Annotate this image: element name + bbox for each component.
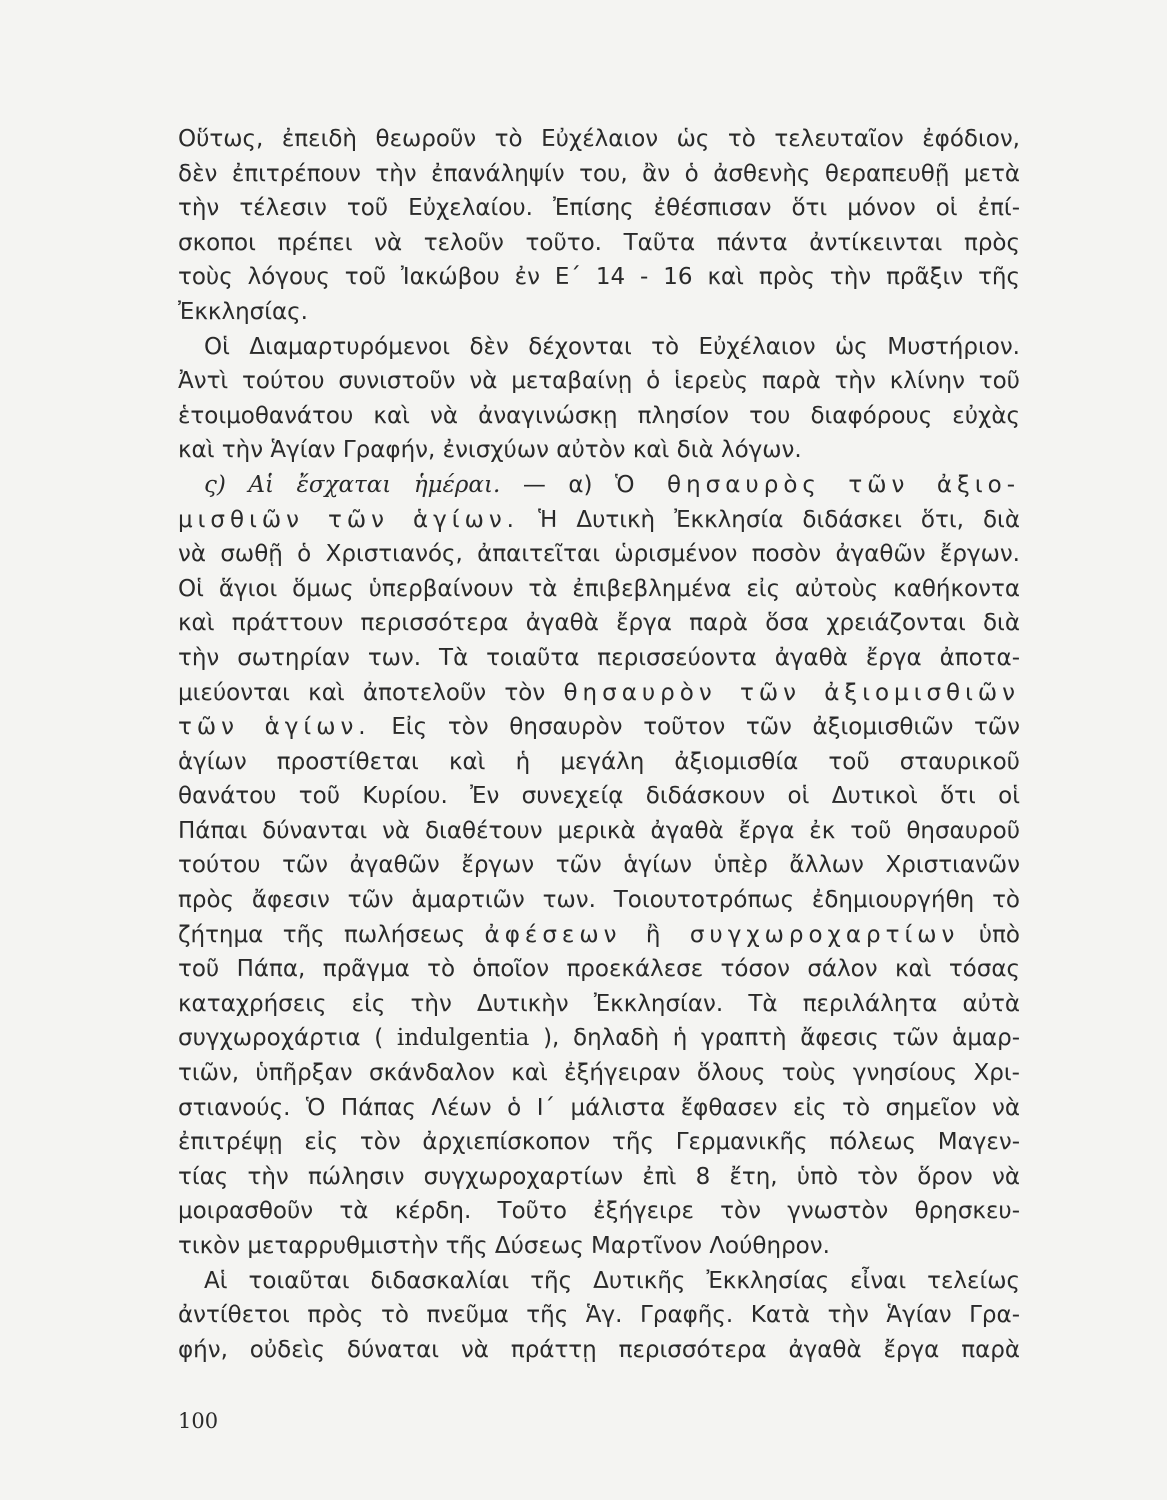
text-line: ἁγίων προστίθεται καὶ ἡ μεγάλη ἀξιομισθία τοῦ σταυρικοῦ <box>178 748 1020 775</box>
text-line <box>178 918 1020 953</box>
text-segment: Εἰς τὸν θησαυρὸν τοῦτον τῶν ἀξιομισθιῶν τῶν <box>391 714 1020 741</box>
text-segment: μιεύονται καὶ ἀποτελοῦν τὸν <box>178 679 546 706</box>
text-line: θανάτου τοῦ Κυρίου. Ἐν συνεχείᾳ διδάσκουν οἱ Δυτικοὶ ὅτι οἱ <box>178 783 1020 810</box>
text-segment: ζήτημα τῆς πωλήσεως <box>178 921 466 948</box>
text-line: τοὺς λόγους τοῦ Ἰακώβου ἐν Ε΄ 14 - 16 καὶ πρὸς τὴν πρᾶξιν τῆς <box>178 264 1020 291</box>
latin-term: indulgentia <box>396 1025 530 1052</box>
page-number: 100 <box>178 1409 219 1433</box>
text-line: Οὕτως, ἐπειδὴ θεωροῦν τὸ Εὐχέλαιον ὡς τὸ τελευταῖον ἐφόδιον, <box>178 126 1020 152</box>
text-line: τοῦ Πάπα, πρᾶγμα τὸ ὁποῖον προεκάλεσε τόσον σάλον καὶ τόσας <box>178 956 1020 983</box>
text-line: στιανούς. Ὁ Πάπας Λέων ὁ Ι΄ μάλιστα ἔφθασεν εἰς τὸ σημεῖον νὰ <box>178 1094 1020 1121</box>
paragraph-2 <box>178 330 1020 468</box>
spaced-term: μισθιῶν τῶν ἁγίων. <box>178 506 519 533</box>
text-line: τὴν σωτηρίαν των. Τὰ τοιαῦτα περισσεύοντα ἀγαθὰ ἔργα ἀποτα- <box>178 644 1020 671</box>
text-line: σκοποι πρέπει νὰ τελοῦν τοῦτο. Ταῦτα πάντα ἀντίκεινται πρὸς <box>178 229 1020 256</box>
text-line: τίας τὴν πώλησιν συγχωροχαρτίων ἐπὶ 8 ἔτη, ὑπὸ τὸν ὅρον νὰ <box>178 1163 1020 1190</box>
text-line <box>178 503 1020 538</box>
text-line: τιῶν, ὑπῆρξαν σκάνδαλον καὶ ἐξήγειραν ὅλους τοὺς γνησίους Χρι- <box>178 1060 1020 1087</box>
text-line: πρὸς ἄφεσιν τῶν ἁμαρτιῶν των. Τοιουτοτρόπως ἐδημιουργήθη τὸ <box>178 887 1020 914</box>
spaced-term: Ὁ θησαυρὸς τῶν ἀξιο- <box>615 471 1021 498</box>
text-line: ἀντίθετοι πρὸς τὸ πνεῦμα τῆς Ἁγ. Γραφῆς. Κατὰ τὴν Ἁγίαν Γρα- <box>178 1302 1020 1329</box>
text-line: Πάπαι δύνανται νὰ διαθέτουν μερικὰ ἀγαθὰ ἔργα ἐκ τοῦ θησαυροῦ <box>178 817 1020 844</box>
text-line: ἑτοιμοθανάτου καὶ νὰ ἀναγινώσκῃ πλησίον του διαφόρους εὐχὰς <box>178 402 1020 429</box>
spaced-term: ἀφέσεων ἢ συγχωροχαρτίων <box>484 921 960 948</box>
text-line <box>178 1021 1020 1056</box>
section-heading-line <box>178 468 1020 503</box>
text-line: καὶ πράττουν περισσότερα ἀγαθὰ ἔργα παρὰ ὅσα χρειάζονται διὰ <box>178 610 1020 637</box>
text-segment: Ἡ Δυτικὴ Ἐκκλησία διδάσκει ὅτι, διὰ <box>538 506 1020 533</box>
text-line: φήν, οὐδεὶς δύναται νὰ πράττῃ περισσότερα ἀγαθὰ ἔργα παρὰ <box>178 1336 1020 1363</box>
text-line: δὲν ἐπιτρέπουν τὴν ἐπανάληψίν του, ἂν ὁ ἀσθενὴς θεραπευθῇ μετὰ <box>178 160 1020 187</box>
text-line: Ἀντὶ τούτου συνιστοῦν νὰ μεταβαίνῃ ὁ ἱερεὺς παρὰ τὴν κλίνην τοῦ <box>178 368 1020 395</box>
spaced-term: τῶν ἁγίων. <box>178 714 371 741</box>
text-line: μοιρασθοῦν τὰ κέρδη. Τοῦτο ἐξήγειρε τὸν γνωστὸν θρησκευ- <box>178 1198 1020 1225</box>
paragraph-1 <box>178 122 1020 330</box>
text-line <box>178 710 1020 745</box>
text-line: τικὸν μεταρρυθμιστὴν τῆς Δύσεως Μαρτῖνον Λούθηρον. <box>178 1233 830 1259</box>
text-line: Οἱ Διαμαρτυρόμενοι δὲν δέχονται τὸ Εὐχέλαιον ὡς Μυστήριον. <box>204 333 1020 360</box>
text-line: ἐπιτρέψῃ εἰς τὸν ἀρχιεπίσκοπον τῆς Γερμανικῆς πόλεως Μαγεν- <box>178 1129 1020 1156</box>
text-line: νὰ σωθῇ ὁ Χριστιανός, ἀπαιτεῖται ὡρισμένον ποσὸν ἀγαθῶν ἔργων. <box>178 541 1020 568</box>
text-line: Ἐκκλησίας. <box>178 298 308 325</box>
subsection-marker: — α) <box>522 471 593 498</box>
text-segment: συγχωροχάρτια ( <box>178 1025 384 1052</box>
text-segment: ), δηλαδὴ ἡ γραπτὴ ἄφεσις τῶν ἁμαρ- <box>543 1025 1021 1052</box>
text-line: τὴν τέλεσιν τοῦ Εὐχελαίου. Ἐπίσης ἐθέσπισαν ὅτι μόνον οἱ ἐπί- <box>178 195 1020 222</box>
page-body <box>178 122 1020 1367</box>
text-segment: ὑπὸ <box>978 921 1020 948</box>
text-line: τούτου τῶν ἀγαθῶν ἔργων τῶν ἁγίων ὑπὲρ ἄλλων Χριστιανῶν <box>178 852 1020 879</box>
text-line: Αἱ τοιαῦται διδασκαλίαι τῆς Δυτικῆς Ἐκκλησίας εἶναι τελείως <box>204 1267 1020 1294</box>
text-line: καὶ τὴν Ἁγίαν Γραφήν, ἐνισχύων αὐτὸν καὶ διὰ λόγων. <box>178 437 802 464</box>
paragraph-4 <box>178 1264 1020 1368</box>
text-line: καταχρήσεις εἰς τὴν Δυτικὴν Ἐκκλησίαν. Τὰ περιλάλητα αὐτὰ <box>178 990 1020 1017</box>
spaced-term: θησαυρὸν τῶν ἀξιομισθιῶν <box>563 679 1021 706</box>
section-heading: ς) Αἱ ἔσχαται ἡμέραι. <box>204 471 501 498</box>
text-line <box>178 676 1020 711</box>
paragraph-3 <box>178 468 1020 1264</box>
text-line: Οἱ ἅγιοι ὅμως ὑπερβαίνουν τὰ ἐπιβεβλημένα εἰς αὐτοὺς καθήκοντα <box>178 575 1020 602</box>
